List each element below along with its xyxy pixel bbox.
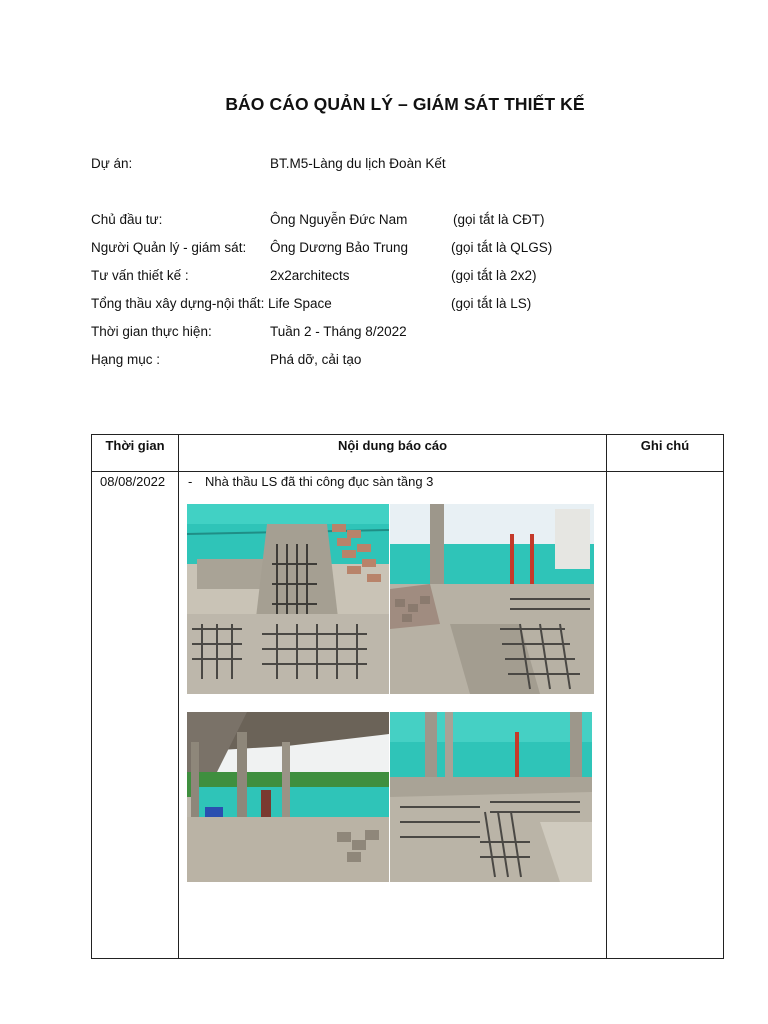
construction-photo-rooftop-net	[390, 504, 594, 694]
project-label: Dự án:	[91, 156, 133, 171]
investor-note: (gọi tắt là CĐT)	[453, 212, 545, 227]
supervisor-note: (gọi tắt là QLGS)	[451, 240, 553, 255]
general-contractor-value: Life Space	[268, 296, 332, 311]
construction-photo-terrace	[187, 712, 389, 882]
general-contractor-label: Tổng thầu xây dựng-nội thất:	[91, 296, 265, 311]
row-date: 08/08/2022	[92, 472, 179, 959]
row-content	[179, 472, 607, 959]
period-value: Tuần 2 - Tháng 8/2022	[270, 324, 407, 339]
period-label: Thời gian thực hiện:	[91, 324, 212, 339]
row-note	[607, 472, 724, 959]
investor-label: Chủ đầu tư:	[91, 212, 163, 227]
table-row	[92, 472, 724, 959]
design-consultant-value: 2x2architects	[270, 268, 350, 283]
content-text: Nhà thầu LS đã thi công đục sàn tầng 3	[205, 474, 434, 489]
category-value: Phá dỡ, cải tạo	[270, 352, 362, 367]
general-contractor-note: (gọi tắt là LS)	[451, 296, 532, 311]
report-table	[91, 434, 724, 959]
construction-photo-slab-rebar	[187, 504, 389, 694]
header-note: Ghi chú	[607, 435, 724, 472]
header-time: Thời gian	[92, 435, 179, 472]
construction-photo-demolished-floor	[390, 712, 592, 882]
category-label: Hạng mục :	[91, 352, 161, 367]
supervisor-value: Ông Dương Bảo Trung	[270, 240, 408, 255]
project-value: BT.M5-Làng du lịch Đoàn Kết	[270, 156, 446, 171]
content-bullet	[179, 472, 606, 489]
investor-value: Ông Nguyễn Đức Nam	[270, 212, 408, 227]
design-consultant-label: Tư vấn thiết kế :	[91, 268, 189, 283]
design-consultant-note: (gọi tắt là 2x2)	[451, 268, 537, 283]
table-header-row	[92, 435, 724, 472]
bullet-dash: -	[188, 474, 193, 489]
header-content: Nội dung báo cáo	[179, 435, 607, 472]
report-title: BÁO CÁO QUẢN LÝ – GIÁM SÁT THIẾT KẾ	[225, 94, 585, 114]
supervisor-label: Người Quản lý - giám sát:	[91, 240, 247, 255]
